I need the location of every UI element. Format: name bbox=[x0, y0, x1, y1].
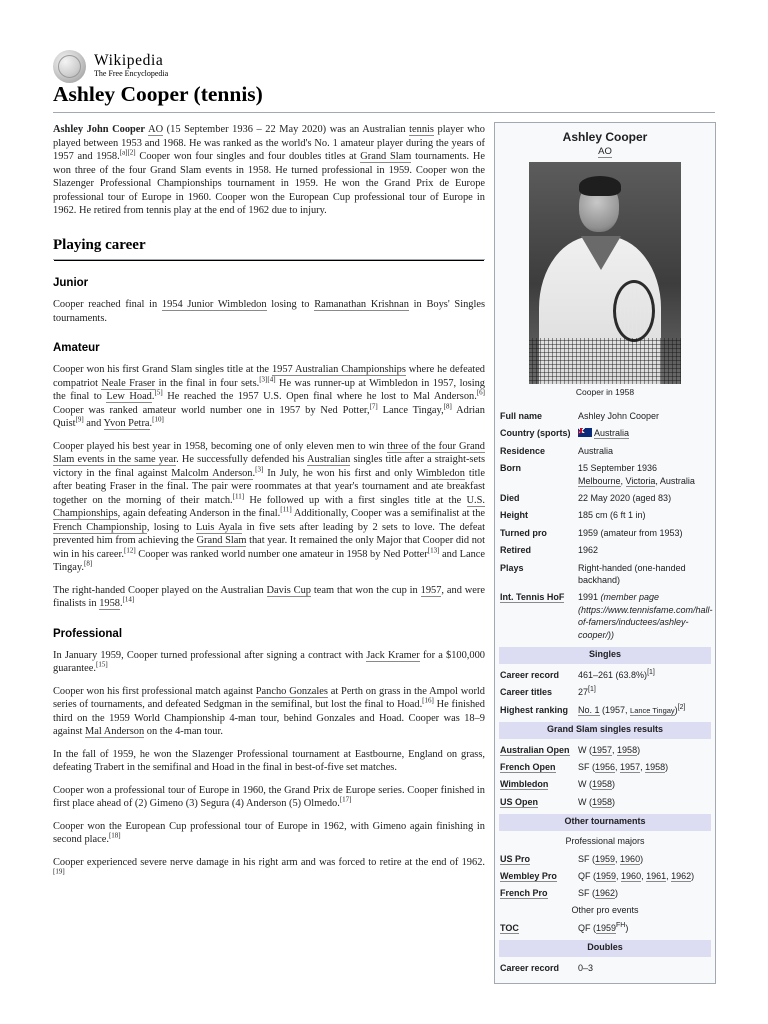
infobox-label: Born bbox=[500, 463, 521, 474]
infobox-row bbox=[499, 525, 711, 542]
wiki-link[interactable]: 1958 bbox=[592, 796, 613, 807]
wiki-link[interactable]: Australia bbox=[594, 428, 630, 439]
wiki-link[interactable]: Malcolm Anderson bbox=[171, 467, 253, 479]
wikipedia-globe-icon bbox=[53, 50, 86, 83]
external-link[interactable]: (member page (https://www.tennisfame.com/hall-of-famers/inductees/ashley-cooper/)) bbox=[578, 592, 713, 640]
wiki-link[interactable]: 1958 bbox=[645, 762, 666, 773]
citation-ref[interactable]: [18] bbox=[108, 831, 121, 840]
infobox-label: Career record bbox=[500, 669, 560, 680]
citation-ref[interactable]: [9] bbox=[75, 415, 84, 424]
infobox-label: Died bbox=[500, 493, 520, 504]
infobox-value: 185 cm (6 ft 1 in) bbox=[578, 510, 646, 521]
wiki-link[interactable]: 1954 Junior Wimbledon bbox=[161, 299, 267, 311]
infobox-subheader-other-pro: Other pro events bbox=[571, 904, 639, 915]
citation-ref[interactable]: [12] bbox=[124, 546, 136, 555]
wordmark-tagline: The Free Encyclopedia bbox=[94, 68, 169, 78]
wiki-link[interactable]: Grand Slam bbox=[196, 535, 247, 547]
wiki-link[interactable]: 1956 bbox=[595, 762, 616, 773]
infobox-row bbox=[499, 507, 711, 524]
article-body bbox=[53, 123, 485, 892]
infobox-doubles-rows bbox=[499, 960, 711, 977]
infobox-value: QF (1959$^{FH}$) bbox=[578, 921, 629, 933]
wiki-link[interactable]: 1958 bbox=[99, 598, 120, 610]
infobox-title: Ashley Cooper bbox=[562, 130, 648, 144]
infobox-label: Plays bbox=[500, 562, 524, 573]
wiki-link[interactable]: No. 1 bbox=[578, 704, 600, 715]
wiki-link[interactable]: Wimbledon bbox=[416, 467, 465, 479]
infobox-label: Residence bbox=[500, 445, 546, 456]
photo-net bbox=[529, 338, 681, 384]
infobox-row bbox=[499, 542, 711, 559]
infobox-label[interactable]: Int. Tennis HoF bbox=[500, 592, 565, 603]
wiki-link[interactable]: 1958 bbox=[617, 744, 638, 755]
wiki-link[interactable]: 1962 bbox=[671, 871, 692, 882]
wiki-link[interactable]: 1960 bbox=[620, 853, 641, 864]
citation-ref[interactable]: FH bbox=[616, 921, 626, 929]
infobox-row bbox=[499, 589, 711, 644]
infobox-label: Height bbox=[500, 510, 528, 521]
wiki-link[interactable]: Mal Anderson bbox=[85, 726, 145, 738]
citation-ref[interactable]: [7] bbox=[369, 402, 378, 411]
professional-paragraph-3: In the fall of 1959, he won the Slazenger Professional tournament at Eastbourne, England on grass, defeating Trabert in the semifinal and Hoad in the final in best-of-five set matches. bbox=[53, 748, 485, 774]
infobox-label: Highest ranking bbox=[500, 704, 569, 715]
wiki-link[interactable]: 1960 bbox=[621, 871, 642, 882]
citation-ref[interactable]: [11] bbox=[280, 505, 292, 514]
infobox-honorific bbox=[499, 146, 711, 158]
infobox-value bbox=[578, 427, 711, 439]
infobox-label: Retired bbox=[500, 545, 532, 556]
infobox-row bbox=[499, 684, 711, 701]
junior-paragraph: Cooper reached final in 1954 Junior Wimbledon losing to Ramanathan Krishnan in Boys' Singles tournaments. bbox=[53, 299, 486, 324]
amateur-paragraph-1: Cooper won his first Grand Slam singles title at the 1957 Australian Championships where he defeated compatriot Neale Fraser in the final in four sets.[3][4] He was runner-up at Wimbledon in 1957, losing the final to Lew Hoad.[5] He reached the 1957 U.S. Open final where he lost to Mal Anderson.[6] Cooper was ranked amateur world number one in 1957 by Ned Potter,[7] Lance Tingay,[8] Adrian Quist[9] and Yvon Petra.[10] bbox=[53, 364, 485, 430]
lead-paragraph: Ashley John Cooper AO (15 September 1936 – 22 May 2020) was an Australian tennis player who played between 1953 and 1968. He was ranked as the world's No. 1 amateur player during the years of 1957 and 1958.[a][2] Cooper won four singles and four doubles titles at Grand Slam tournaments. He won three of the four Grand Slam events in 1958. He turned professional in 1959. Cooper won the Slazenger Professional Championships tournament in 1959. He won the Grand Prix de Europe professional tour of Europe in 1960. Cooper won the European Cup professional tour of Europe in 1962. He retired from tennis play at the end of 1962 due to injury. bbox=[53, 124, 485, 217]
infobox-row bbox=[499, 560, 711, 590]
citation-ref[interactable]: [14] bbox=[122, 595, 135, 604]
infobox-value: No. 1 (1957, Lance Tingay)[2] bbox=[578, 703, 686, 715]
infobox-value: 1991 (member page (https://www.tennisfame.com/hall-of-famers/inductees/ashley-cooper/)) bbox=[578, 592, 713, 640]
infobox-label: Full name bbox=[500, 410, 543, 421]
infobox-value: 22 May 2020 (aged 83) bbox=[578, 493, 672, 504]
infobox-value: W (1958) bbox=[578, 779, 616, 790]
infobox-value: QF (1959, 1960, 1961, 1962) bbox=[578, 871, 695, 882]
photo-racket bbox=[613, 280, 655, 342]
wiki-link[interactable]: 1958 bbox=[592, 779, 613, 790]
infobox-value: SF (1962) bbox=[578, 888, 619, 899]
wiki-link[interactable]: Lew Hoad bbox=[106, 391, 152, 403]
subsection-heading-junior: Junior bbox=[53, 277, 89, 290]
infobox-row bbox=[499, 490, 711, 507]
wiki-link[interactable]: Melbourne bbox=[578, 475, 621, 486]
infobox-header-other: Other tournaments bbox=[499, 814, 711, 831]
infobox-label: Career titles bbox=[500, 687, 553, 698]
infobox-row bbox=[499, 794, 711, 811]
citation-ref[interactable]: [10] bbox=[152, 415, 164, 424]
wikipedia-logo[interactable] bbox=[53, 50, 168, 82]
infobox-value: Right-handed (one-handed backhand) bbox=[578, 562, 686, 586]
infobox-toc-rows bbox=[499, 920, 711, 937]
wiki-link[interactable]: 1959 bbox=[595, 853, 616, 864]
professional-paragraph-2: Cooper won his first professional match against Pancho Gonzales at Perth on grass in the Ampol world series of tournaments, and defeated Sedgman in the semifinal, but lost the final to Hoad.[16] He finished third on the 1959 World Championship 4-man tour, behind Gonzales and Hoad. Cooper was 18–9 against Mal Anderson on the 4-man tour. bbox=[53, 685, 486, 738]
photo-hair bbox=[579, 176, 621, 196]
professional-paragraph-1: In January 1959, Cooper turned professional after signing a contract with Jack Kramer for a $100,000 guarantee.[15] bbox=[53, 649, 485, 675]
infobox-row bbox=[499, 702, 711, 719]
infobox-header-doubles: Doubles bbox=[499, 940, 711, 957]
citation-ref[interactable]: [13] bbox=[427, 546, 440, 555]
infobox-personal-rows bbox=[499, 408, 711, 644]
citation-ref[interactable]: [1] bbox=[588, 686, 596, 694]
infobox-header-grand-slam: Grand Slam singles results bbox=[499, 722, 711, 739]
wiki-link[interactable]: Australian bbox=[307, 454, 351, 466]
wiki-link[interactable]: Grand Slam bbox=[360, 151, 412, 163]
infobox bbox=[494, 122, 716, 984]
infobox-value: 27[1] bbox=[578, 686, 596, 698]
wiki-link[interactable]: Luis Ayala bbox=[196, 521, 243, 533]
section-heading-playing-career: Playing career bbox=[53, 236, 485, 261]
citation-ref[interactable]: [15] bbox=[95, 660, 108, 669]
infobox-value: SF (1959, 1960) bbox=[578, 853, 644, 864]
infobox-row bbox=[499, 460, 711, 490]
infobox-row bbox=[499, 742, 711, 759]
infobox-grand-slam-rows bbox=[499, 742, 711, 812]
wiki-link[interactable]: AO bbox=[148, 124, 164, 135]
wiki-link[interactable]: Jack Kramer bbox=[366, 649, 420, 661]
wiki-link[interactable]: three of the four Grand Slam events in the same year bbox=[53, 440, 485, 466]
wiki-link[interactable]: 1961 bbox=[646, 871, 667, 882]
photo-collar bbox=[581, 236, 621, 270]
infobox-row bbox=[499, 868, 711, 885]
infobox-row bbox=[499, 408, 711, 425]
subsection-heading-amateur: Amateur bbox=[53, 342, 100, 355]
infobox-value: Australia bbox=[578, 445, 614, 456]
amateur-paragraph-2: Cooper played his best year in 1958, becoming one of only eleven men to win three of the four Grand Slam events in the same year. He successfully defended his Australian singles title after a straight-sets victory in the final against Malcolm Anderson.[3] In July, he won his first and only Wimbledon title after beating Fraser in the final. The pair were roommates at that year's tournament and ate breakfast together on the morning of their match.[11] He followed up with a first singles title at the U.S. Championships, again defeating Anderson in the final.[11] Additionally, Cooper was a semifinalist at the French Championship, losing to Luis Ayala in five sets after leading by 2 sets to love. The defeat prevented him from achieving the Grand Slam that year. It remained the only Major that Cooper did not win in his career.[12] Cooper was ranked world number one amateur in 1958 by Ned Potter[13] and Lance Tingay.[8] bbox=[53, 440, 486, 574]
infobox-value: SF (1956, 1957, 1958) bbox=[578, 762, 669, 773]
infobox-label[interactable]: TOC bbox=[500, 922, 519, 933]
citation-ref[interactable]: [8] bbox=[84, 559, 93, 568]
citation-ref[interactable]: [16] bbox=[422, 696, 434, 705]
infobox-singles-rows bbox=[499, 667, 711, 719]
infobox-label[interactable]: French Pro bbox=[500, 888, 548, 899]
citation-ref[interactable]: [6] bbox=[476, 388, 485, 397]
infobox-label: Turned pro bbox=[500, 527, 547, 538]
wiki-link[interactable]: Yvon Petra bbox=[103, 418, 150, 430]
citation-ref[interactable]: [a][2] bbox=[119, 148, 136, 157]
page-title: Ashley Cooper (tennis) bbox=[53, 81, 715, 113]
infobox-label: Country (sports) bbox=[500, 428, 571, 439]
infobox-row bbox=[499, 759, 711, 776]
citation-ref[interactable]: [2] bbox=[677, 703, 686, 711]
infobox-label[interactable]: US Open bbox=[500, 796, 539, 807]
wiki-link[interactable]: 1959 bbox=[596, 922, 617, 933]
infobox-row bbox=[499, 776, 711, 793]
citation-ref[interactable]: [3][4] bbox=[259, 375, 276, 384]
infobox-header-singles: Singles bbox=[499, 647, 711, 664]
infobox-row bbox=[499, 667, 711, 684]
infobox-subheader-pro-majors: Professional majors bbox=[565, 835, 645, 846]
citation-ref[interactable]: [1] bbox=[647, 668, 655, 676]
infobox-label[interactable]: Australian Open bbox=[500, 744, 570, 755]
infobox-value: Ashley John Cooper bbox=[578, 410, 660, 421]
wiki-link[interactable]: 1957 bbox=[592, 744, 613, 755]
wiki-link[interactable]: Pancho Gonzales bbox=[255, 685, 328, 697]
subsection-heading-professional: Professional bbox=[53, 627, 123, 640]
infobox-value: W (1958) bbox=[578, 796, 616, 807]
professional-paragraph-4: Cooper won a professional tour of Europe in 1960, the Grand Prix de Europe series. Cooper finished in first place ahead of (2) Gimeno (3) Segura (4) Anderson (5) Olmedo.[17] bbox=[53, 784, 485, 810]
player-photo[interactable] bbox=[529, 162, 681, 384]
infobox-row bbox=[499, 885, 711, 902]
infobox-label: Career record bbox=[500, 962, 560, 973]
citation-ref[interactable]: [3] bbox=[255, 465, 264, 474]
infobox-value: W (1957, 1958) bbox=[578, 744, 641, 755]
infobox-label[interactable]: US Pro bbox=[500, 853, 531, 864]
citation-ref[interactable]: [11] bbox=[232, 492, 245, 501]
infobox-value: 1959 (amateur from 1953) bbox=[578, 527, 683, 538]
wiki-link[interactable]: Victoria bbox=[625, 475, 656, 486]
infobox-label[interactable]: Wembley Pro bbox=[500, 871, 557, 882]
wordmark-name: Wikipedia bbox=[94, 51, 164, 69]
bold-name: Ashley John Cooper bbox=[53, 124, 146, 135]
professional-paragraph-6: Cooper experienced severe nerve damage in his right arm and was forced to retire at the end of 1962.[19] bbox=[53, 856, 485, 876]
infobox-pro-rows bbox=[499, 851, 711, 903]
wiki-link[interactable]: Ramanathan Krishnan bbox=[314, 299, 409, 311]
citation-ref[interactable]: [8] bbox=[443, 402, 452, 411]
australia-flag-icon bbox=[578, 428, 592, 437]
infobox-row bbox=[499, 425, 711, 442]
wiki-link[interactable]: tennis bbox=[409, 124, 434, 135]
wiki-link[interactable]: Lance Tingay bbox=[630, 705, 675, 715]
wiki-link[interactable]: Davis Cup bbox=[266, 584, 311, 596]
infobox-value: 461–261 (63.8%)[1] bbox=[578, 668, 655, 680]
infobox-value: 0–3 bbox=[578, 962, 594, 973]
amateur-paragraph-3: The right-handed Cooper played on the Australian Davis Cup team that won the cup in 1957, and were finalists in 1958.[14] bbox=[53, 584, 485, 610]
infobox-row bbox=[499, 851, 711, 868]
wiki-link[interactable]: 1957 bbox=[620, 762, 641, 773]
wiki-link[interactable]: Neale Fraser bbox=[101, 377, 156, 389]
infobox-value: 15 September 1936 Melbourne, Victoria, Australia bbox=[578, 463, 695, 486]
infobox-row bbox=[499, 920, 711, 937]
wiki-link[interactable]: 1962 bbox=[595, 888, 616, 899]
infobox-label[interactable]: Wimbledon bbox=[500, 779, 549, 790]
wikipedia-wordmark bbox=[94, 53, 168, 80]
wiki-link[interactable]: 1957 Australian Championships bbox=[271, 364, 406, 376]
citation-ref[interactable]: [5] bbox=[154, 388, 163, 397]
wiki-link[interactable]: U.S. Championships bbox=[53, 494, 486, 520]
citation-ref[interactable]: [19] bbox=[53, 867, 65, 876]
honorific-link[interactable]: AO bbox=[598, 145, 612, 157]
professional-paragraph-5: Cooper won the European Cup professional tour of Europe in 1962, with Gimeno again finishing in second place.[18] bbox=[53, 820, 485, 846]
infobox-row bbox=[499, 443, 711, 460]
wiki-link[interactable]: 1959 bbox=[596, 871, 617, 882]
infobox-label[interactable]: French Open bbox=[500, 762, 556, 773]
citation-ref[interactable]: [17] bbox=[339, 795, 352, 804]
infobox-row bbox=[499, 960, 711, 977]
photo-caption: Cooper in 1958 bbox=[575, 386, 635, 397]
wiki-link[interactable]: 1957 bbox=[420, 584, 442, 596]
wiki-link[interactable]: French Championship bbox=[53, 521, 147, 533]
infobox-value: 1962 bbox=[578, 545, 599, 556]
